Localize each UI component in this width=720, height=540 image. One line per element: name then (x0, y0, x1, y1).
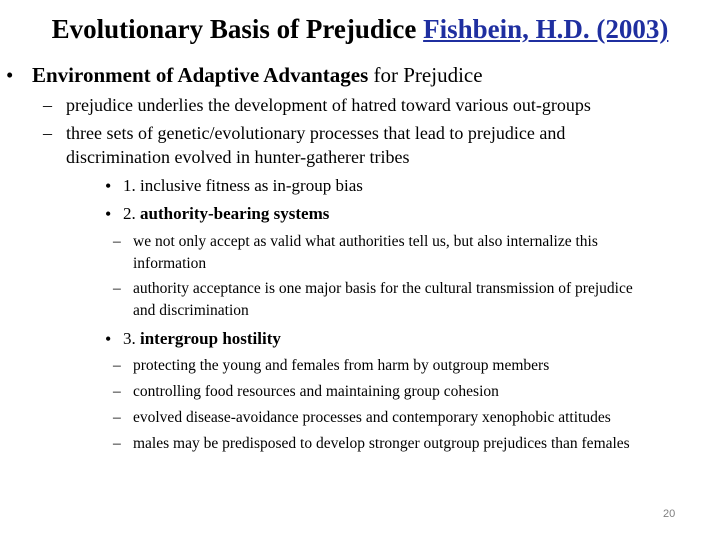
bullet-bold-text: Environment of Adaptive Advantages (32, 63, 369, 87)
dash-marker: – (43, 95, 52, 115)
item-intergroup-hostility: 3. intergroup hostility (123, 329, 281, 348)
authority-point-2-line1: authority acceptance is one major basis for the cultural transmission of prejudice (133, 280, 633, 297)
bullet-environment (6, 62, 483, 89)
title-author-link[interactable]: Fishbein, H.D. (2003) (423, 14, 669, 44)
dash-marker: – (113, 280, 121, 297)
dash-marker: – (113, 409, 121, 426)
bullet-rest-text: for Prejudice (373, 63, 483, 87)
subpoint-three-sets-line1: three sets of genetic/evolutionary processes that lead to prejudice and (66, 123, 566, 143)
item-authority-systems: 2. authority-bearing systems (123, 204, 330, 223)
dot-marker: • (105, 204, 112, 224)
item-inclusive-fitness: 1. inclusive fitness as in-group bias (123, 176, 363, 195)
hostility-point-males: males may be predisposed to develop stronger outgroup prejudices than females (133, 435, 630, 452)
authority-point-1-line1: we not only accept as valid what authorities tell us, but also internalize this (133, 233, 598, 250)
dash-marker: – (113, 233, 121, 250)
dash-marker: – (43, 123, 52, 143)
page-number: 20 (663, 508, 676, 520)
subpoint-prejudice-hatred: prejudice underlies the development of hatred toward various out-groups (66, 95, 591, 115)
dot-marker: • (105, 176, 112, 196)
dot-marker: • (105, 329, 112, 349)
dash-marker: – (113, 435, 121, 452)
hostility-point-food: controlling food resources and maintaining group cohesion (133, 383, 499, 400)
dash-marker: – (113, 357, 121, 374)
subpoint-three-sets-line2: discrimination evolved in hunter-gatherer tribes (66, 147, 410, 167)
authority-point-2-line2: and discrimination (133, 302, 249, 319)
hostility-point-disease: evolved disease-avoidance processes and contemporary xenophobic attitudes (133, 409, 611, 426)
slide-title (0, 12, 720, 46)
dash-marker: – (113, 383, 121, 400)
bullet-marker: • (6, 63, 14, 87)
title-main: Evolutionary Basis of Prejudice (51, 14, 417, 44)
authority-point-1-line2: information (133, 255, 207, 272)
hostility-point-protecting: protecting the young and females from harm by outgroup members (133, 357, 550, 374)
